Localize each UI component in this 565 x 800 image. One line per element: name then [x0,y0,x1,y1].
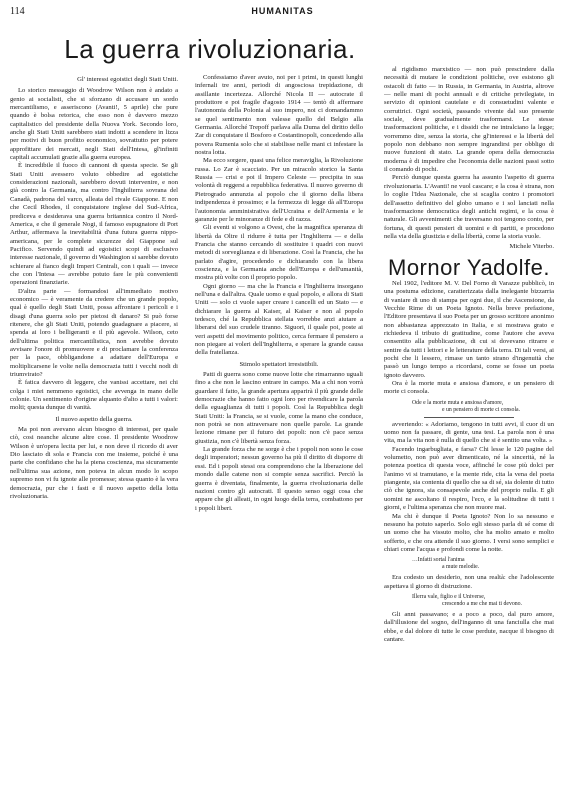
verse-line: crescendo a me che mai ti devono. [442,600,522,607]
column-1 [10,74,178,786]
article-2-paragraphs [384,280,554,397]
article-title: La guerra rivoluzionaria. [64,34,356,64]
section-subtitle: Gl' interessi egoistici degli Stati Uniti. [77,76,178,83]
paragraph: Gli anni passavano; e a poco a poco, dal puro amore, dall'illusione del sogno, dell'inganno di una fanciulla che mai ebbe, e dal dolore di tutte le cose perdute, nacque il bisogno di cantare. [384,610,554,643]
column-1-paragraphs [10,87,178,412]
paragraph: Nel 1902, l'editore M. V. Del Forno di Varazze pubblicò, in una postuma edizione, caratterizzata dalla inelegante bizzarria di vaniare di uno di stampa per ogni due, il che Ascensione, da Vecchie Rime di un Poeta Ignoto. Nella breve prefazione, l'Editore presentava il suo Poeta per un grosso scrittore anonimo non abbastanza apprezzato in Italia, e si mostrava grato e richiedeva il tributo di gratitudine, come l'autore che aveva consentito alla pubblicazione, di cui si dovevano ritrarre e sentire da tutti i lettori e le letterature della terra. Di tali versi, ai pochi che li lessero, rimase un tanto strano d'ingenuità che passò un lungo tempo a ricordarsi, come se fosse un poeta ignoto davvero. [384,279,554,379]
verse-quote [412,400,554,414]
section-heading: Stimolo spettatori irresistibili. [239,360,319,368]
author-signature: Michele Viterbo. [509,243,554,251]
paragraph: È incredibile il fuoco di cannoni di questa specie. Se gli Stati Uniti avessero voluto obbedire ad egoistiche considerazioni nazionali, sarebbero dovuti intervenire, e non già contro la Germania, ma contro l'Inghilterra sovrana del Canadà, padrona del varco, alleata del rivale Giappone. E non che Cecil Rhodes, il conquistatore inglese del Sud-Africa, prediceva e desiderava una guerra britannica contro il Nord-America, e che il generale Nogi, il famoso espugnatore di Port Arthur, affermava la inevitabilità d'una futura guerra nippo-americana, per le complete sicurezze del Giappone sul Pacifico. Servendo quindi ad egoistici scopi di esclusivo interesse nazionale, il governo di Washington si sarebbe dovuto schierare al fianco degli Imperi Centrali, con i quali — invece che con l'Intesa — avrebbe potuto fare le più convenienti operazioni finanziarie. [10,162,178,287]
article-2d-paragraphs [384,611,554,644]
verse-line: a mute melodie. [442,564,480,571]
paragraph: Ma poi non avevano alcun bisogno di interessi, per quale ciò, cosi neanche alcune altre cose. Il presidente Woodrow Wilson è un'opera lecita per lui, e non deve il ricordo di aver Dio lasciato di sola e Francia con me insieme, poiché è una parte che confidano che ha la piena coscienza, ma sicuramente nell'ultima sua azione, non poteva in alcun modo lo scopo supremo non vi fu ignote alle promesse; stessa quanto è la vera democrazia, pur che i fasti e il nuovo aspetto della lotta rivoluzionaria. [10,426,178,500]
paragraph: Patti di guerra sono come nuove lotte che rimarranno uguali fino a che non le lascino entrare in campo. Ma a chi non vorrà guardare il fatto, la grande apertura apparirà il più grande delle democrazie che hanno fatto ogni loro per rivendicare la parola della eguaglianza di tutti i popoli. Così la Repubblica degli Stati Uniti: la Francia, se si vuole, come la mano che conduce, non potrà se non attraversare non quelle parole. La grande lezione rimane per il futuro dei popoli: non c'è pace senza giustizia, non c'è libertà senza forza. [195,371,363,445]
verse-line: …Infatti sortal l'anima [412,557,465,564]
divider [424,417,514,418]
column-3 [384,66,554,778]
paragraph: Ma ecco sorgere, quasi una felice meraviglia, la Rivoluzione russa. Lo Zar è scacciato. Per un miracolo storico la Santa Russia — crisi e poi il Impero Celeste — precipita in sua volontà di reggersi a repubblica federativa. Il nuovo governo di Pietrogrado annunzia al popolo che il giorno della libera indipendenza è prossimo; e la fermezza di legge dà all'Europa l'autonomia amministrativa dell'Ucraina e dell'Armenia e le garanzie per le minoranze di fede e di razza. [195,157,363,223]
verse-line: Ode e la morte muta e ansiosa d'amore, [412,399,504,406]
paragraph: Confessiamo d'aver avuto, noi per i primi, in questi lunghi infernali tre anni, periodi di angosciosa trepidazione, di assillante incertezza. Allorché Nicola II — autocrate il produttore e poi fragile d'agosto 1914 — tentò di affermare l'autonomia della Polonia al suo impero, noi ci domandammo se quel sentimento non valesse quello del Belgio alla Germania. Allorché Trepoff parlava alla Duma del diritto dello Zar di conquistare il Bosforo e Costantinopoli, concedendo alla povera Rumenia solo che si stabilisse nelle mani ci infestare la nostra lotta. [195,74,363,157]
column-2-paragraphs [195,74,363,358]
section-heading: Il nuovo aspetto della guerra. [55,415,133,423]
paragraph: avvertendo: « Adoriamo, tengono in tutti avvi, il cuor di un uomo non fa passare, di gente, una tesi. La parola non è una vita, ma la vita non è nulla di quello che si è sentito una volta. » [384,420,554,445]
column-3-paragraphs [384,66,554,241]
paragraph: Era codesto un desiderio, non una realtà: che l'adolescente aspettava il giorno di distruzione. [384,574,554,590]
page-number: 114 [10,6,25,17]
verse-line: Illerra vale, figlio e il Universe, [412,593,486,600]
paragraph: Perciò dunque questa guerra ha assunto l'aspetto di guerra rivoluzionaria. L'Avanti! ne vuol cascare; e la cosa è strana, non lo coglie l'Idea Nazionale, che si scaglia contro i promotori dell'assetto definitivo del globo umano e i sol lanciati nella trasformazione democratica degli antichi regimi, e la cosa è naturale. Gli avvenimenti che traversano noi tengono conto, per fortuna, di questi pensieri di uomini e di partiti, e procedono nella via della giustizia e della libertà, come la storia vuole. [384,174,554,240]
article-2b-paragraphs [384,421,554,555]
running-title: HUMANITAS [251,6,314,16]
paragraph: Facendo ingarbugliata, e farsa? Chi lesse le 120 pagine del volumetto, non può aver dimenticato, né la sincerità, né la potenza poetica di questa voce, affinché le cose più dolci per l'animo vi si tramutano, e la mente ride, cita la vena del poeta piangente, sia contenta di quello che sa di sé, sia dolente di tutto ciò che ignora, sia consapevole anche del proprio nulla. E gli uomini ne ascoltano il respiro, l'eco, e la solitudine di tutti i giorni, e l'ultima speranza che non muore mai. [384,445,554,512]
verse-line: e un pensiero di morte ci consola. [442,406,521,413]
page-header [10,6,555,22]
paragraph: Gli eventi si volgono a Ovest, che la magnifica speranza di libertà da Oltre il ridurre è tutta per l'Inghilterra — e della Francia che stanno cercando di sostituire i quadri con nuovi metodi di sorveglianza e di liberazione. Così la Francia, che ha parlato d'agire, procedendo e dichiarando con la libera coscienza, e la Germania anche dell'Europa e dell'umanità, mostra più volte con il proprio popolo. [195,224,363,282]
paragraph: Ogni giorno — ma che la Francia e l'Inghilterra insorgano nell'una e dall'altra. Quale uomo e qual popolo, e allora di Stati Uniti — solo ci vuole saper creare i cancelli ed un Stato — e dichiarare la guerra al Kaiser, al Kaiser e non al popolo tedesco, ché la Repubblica stellata vorrebbe anzi aiutare a liberarsi del suo crudele tiranno. Siguori, il quale poi, poste ai veri aspetti del movimento politico, cerca fermare il pensiero a non piegare ai voleri dell'Inghilterra, e sperare la grande causa della fratellanza. [195,282,363,357]
column-2 [195,74,363,786]
verse-quote [412,594,554,608]
article-2c-paragraphs [384,574,554,591]
paragraph: Lo storico messaggio di Woodrow Wilson non è andato a genio ai socialisti, che si sforzano di accusare un sordo mercantilismo, e asseriscono (Avanti!, 5 aprile) che pure quando è bolsa retorica, che esso non è davvero mezzo capitalistico del presidente della Nuova York. Secondo loro, anche gli Stati Uniti sarebbero stati indotti a scendere in lizza per motivi di buon profitto economico, sovrattutto per potere approfittare dei mercati, negli Stati dell'Intesa, gl'infiniti capitali accumulati grazie alla guerra europea. [10,87,178,162]
paragraph: al rigidismo marxistico — non può prescindere dalla necessità di mutare le condizioni politiche, ove esistono gli ostacoli di fatto — in Russia, in Germania, in Austria, altrove — nelle mani di pochi annuali e di critiche privilegiate, in servizio di opinioni cautelate e di consuetudini valente e corruttrici. Ogni società, passando vivente dal suo presente sociale, deve gradualmente trasformarsi. Le stesse trasformazioni politiche, e i dissidi che ne intralciano la legge; vorremmo dire, senza la storia, che gl'interessi e la libertà del popolo non debbano non sempre ingrandirsi per obbligo di nuove funzioni di stato. La grande opera della democrazia moderna è di impedire che l'economia delle nazioni passi sotto il comando di pochi. [384,66,554,174]
verse-quote [412,557,554,571]
paragraph: La grande forza che ne sorge è che i popoli non sono le cose degli imperatori; nessun governo ha più il diritto di disporre di essi. Ed i popoli stessi ora comprendono che la liberazione del mondo dalle catene non si compie senza sacrifici. Perciò la guerra è diventata, finalmente, la guerra rivoluzionaria delle nazioni contro gli autocrati. Il questo senso oggi cosa che appare che gli alleati, in ogni luogo della terra, combattono per i popoli liberi. [195,446,363,512]
paragraph: Ora è la morte muta e ansiosa d'amore, e un pensiero di morte ci consola. [384,380,554,396]
article-2-title: Mornor Yadolfe. [388,254,550,280]
column-1b-paragraphs [10,426,178,501]
paragraph: Ma chi è dunque il Poeta Ignoto? Non lo sa nessuno e nessuno ha potuto saperlo. Solo egli stesso parla di sé come di un uomo che ha vissuto molto, che ha molto amato e molto sofferto, e che ora attende il suo giorno. I versi sono semplici e chiari come l'acqua e profondi come la notte. [384,512,554,553]
paragraph: D'altra parte — formandosi all'immediato motivo economico — è veramente da credere che un grande popolo, qual è quello degli Stati Uniti, possa affrontare i pericoli e i disagi d'una guerra solo per pietosi di danaro? Si può forse ritenere, che gli Stati Uniti, potendo guadagnare a piacere, si spenda ai loro i belligeranti e il più agevole. Wilson, ceto dell'ultima politica mercantilistica, non avrebbe dovuto avvisare l'onore di promuovere e di proclamare la conferenza per la pace, obbligandone a adattare dell'Europa e moltiplicarsene le volte nella democrazia tutti i vecchi nodi di triumvirato? [10,287,178,379]
paragraph: È fatica davvero di leggere, che vanissi accettare, nei chi colga i miei nemmeno egoistici, che avvenga in mano delle colonie. Un sentimento d'origine alquanto d'alto a tutti i valori: molti; questa dunque di vanità. [10,379,178,412]
column-2b-paragraphs [195,371,363,513]
